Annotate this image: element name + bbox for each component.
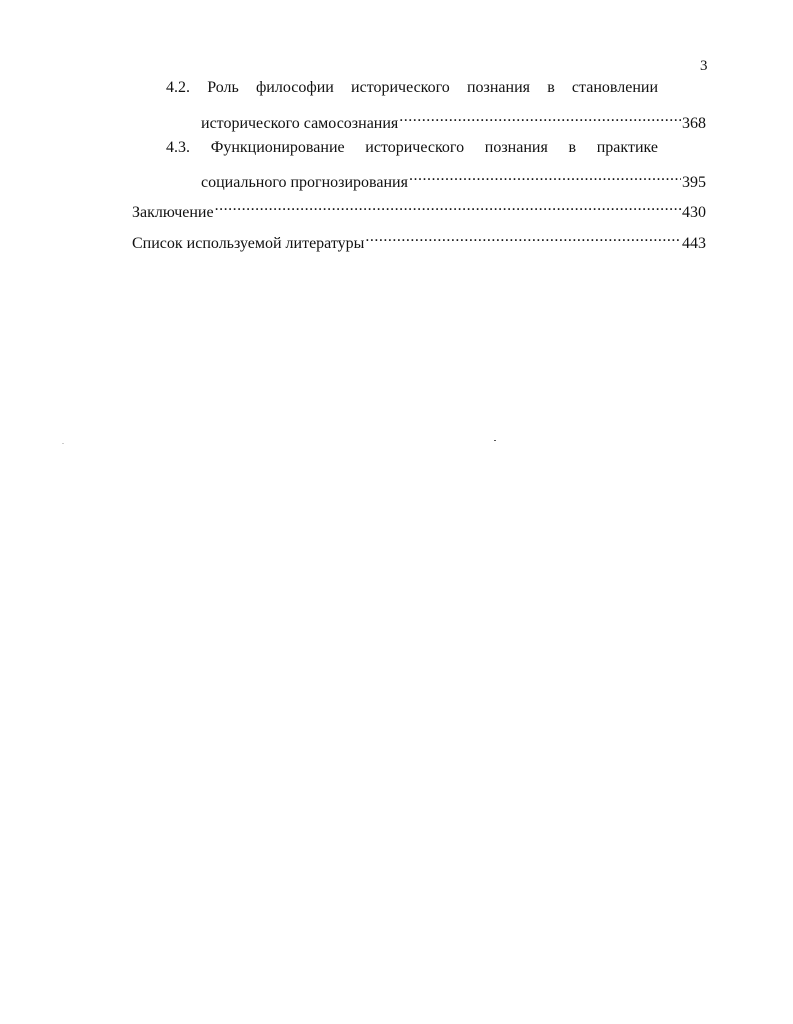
toc-leader-dots bbox=[365, 228, 681, 248]
toc-entry-4-2-number: 4.2. bbox=[166, 79, 190, 96]
toc-leader-dots bbox=[215, 197, 681, 217]
toc-entry-bibliography-page: 443 bbox=[682, 235, 706, 252]
toc-entry-4-2-title-line2: исторического самосознания bbox=[201, 115, 399, 132]
toc-entry-4-2-page: 368 bbox=[682, 115, 706, 132]
toc-entry-conclusion bbox=[132, 197, 706, 221]
toc-entry-4-2-title-line1: Роль философии исторического познания в становлении bbox=[207, 79, 658, 96]
toc-entry-bibliography bbox=[132, 228, 706, 252]
scan-speck bbox=[494, 440, 496, 441]
toc-entry-4-2-line2 bbox=[201, 108, 706, 132]
toc-entry-4-3-title-line2: социального прогнозирования bbox=[201, 174, 408, 191]
toc-entry-4-3-number: 4.3. bbox=[166, 139, 190, 156]
toc-leader-dots bbox=[399, 108, 681, 128]
toc-entry-4-3-line1 bbox=[166, 138, 658, 158]
toc-entry-4-3-page: 395 bbox=[682, 174, 706, 191]
toc-leader-dots bbox=[409, 167, 681, 187]
toc-entry-bibliography-title: Список используемой литературы bbox=[132, 235, 365, 252]
toc-entry-conclusion-page: 430 bbox=[682, 204, 706, 221]
scan-speck bbox=[62, 443, 64, 444]
toc-entry-4-3-line2 bbox=[201, 167, 706, 191]
toc-entry-conclusion-title: Заключение bbox=[132, 204, 214, 221]
toc-entry-4-2-line1 bbox=[166, 78, 658, 98]
toc-entry-4-3-title-line1: Функционирование исторического познания в практике bbox=[210, 139, 659, 156]
page-number: 3 bbox=[700, 58, 708, 74]
